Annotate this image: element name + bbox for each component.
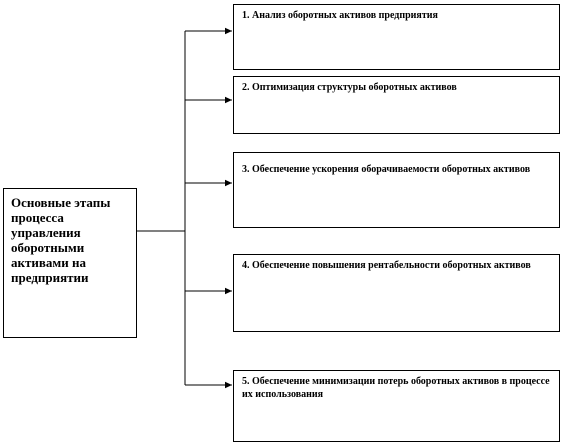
main-process-title: Основные этапы процесса управления оборотными активами на предприятии	[11, 195, 111, 285]
stage-label-2: 2. Оптимизация структуры оборотных активов	[242, 82, 457, 93]
stage-box-3	[233, 152, 560, 228]
stage-label-4: 4. Обеспечение повышения рентабельности оборотных активов	[242, 260, 531, 271]
stage-box-2	[233, 76, 560, 134]
stage-label-3: 3. Обеспечение ускорения оборачиваемости оборотных активов	[242, 164, 531, 175]
stage-box-5	[233, 370, 560, 442]
stage-label-5: 5. Обеспечение минимизации потерь оборотных активов в процессе их использования	[242, 376, 550, 400]
stage-box-1	[233, 4, 560, 70]
main-process-box	[3, 188, 137, 338]
stage-box-4	[233, 254, 560, 332]
stage-label-1: 1. Анализ оборотных активов предприятия	[242, 10, 438, 21]
